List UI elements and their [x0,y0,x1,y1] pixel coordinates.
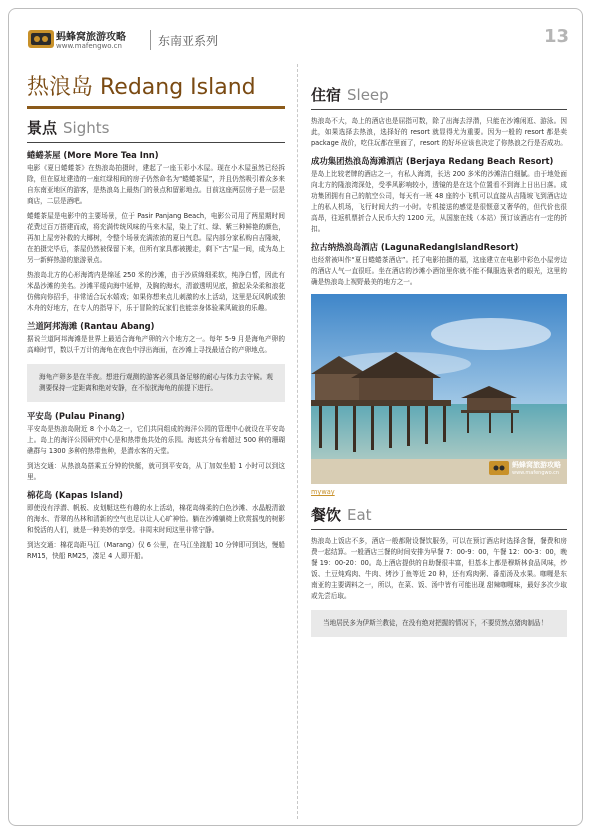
section-rule [311,529,567,530]
tip-text: 当地居民多为伊斯兰教徒，在没有绝对把握的情况下，不要贸然点猪肉制品！ [323,619,548,627]
resort-photo [311,294,567,484]
hotel-heading: 成功集团热浪岛海滩酒店 (Berjaya Redang Beach Resort) [311,156,554,166]
section-title-cn: 景点 [27,119,58,137]
mafengwo-logo-icon [489,460,509,476]
eat-text: 热浪岛上饭店不多，酒店一般都附设餐饮服务，可以在预订酒店时选择含餐，餐费和房费一起结算。一般酒店三餐的时间安排为早餐 7：00-9：00，午餐 12：00-3：00，晚餐 19：00-20：00。岛上酒店提供的自助餐很丰富，但基本上都是穆斯林食品风味，炒饭、土豆炖鸡肉、牛肉、烤沙丁鱼等近 20 种，还有鸡肉粥、番茄汤及水果。咖喱是东南亚的主要调料之一，所以，在菜、饭、汤中皆有可能出现 甜辣咖喱味，最好多次少取或先尝后取。 [311,537,567,600]
page-number: 13 [543,26,569,47]
item-paragraph: 据说兰道阿邦海滩是世界上最适合海龟产卵的六个地方之一。每年 5-9 月是海龟产卵的高峰时节，数以千万计的海龟在夜色中浮出海面，在沙滩上寻找最适合的产卵地点。 [27,335,285,354]
section-title-en: Sleep [347,86,389,104]
section-eat [311,504,567,525]
watermark-url: www.mafengwo.cn [512,470,560,476]
section-rule [311,109,567,110]
resort-photo-illustration [311,294,567,484]
item-heading: 平安岛 (Pulau Pinang) [27,411,125,421]
hotel-description: 也经常被叫作“夏日蜷蜷茶酒店”。托了电影拍摄的福，这座建立在电影中彩色小屋旁边的酒店人气一直很旺。坐在酒店的沙滩小酒馆里你就不能不佩服选景者的眼光，这里的确是热浪岛上视野最美的地方之一。 [311,256,567,286]
tip-box [311,610,567,637]
item-paragraph: 电影《夏日蜷蜷茶》在热浪岛拍摄时，建起了一座玉彩小木屋。现在小木屋虽然已经拆除，但在原址建造的一座红绿相间的房子仍然命名为“蜷蜷茶屋”，并且仍然吸引着众多来自东南亚地区的游客，是热浪岛上最热门的景点和留影地点。目前这座两层房子是一层是商店，二层是酒吧。 [27,164,285,205]
page-title: 热浪岛 Redang Island [27,75,256,100]
section-title-en: Eat [347,506,372,524]
item-heading: 棉花岛 (Kapas Island) [27,490,123,500]
tip-text: 海龟产卵多是在半夜。想进行观测的游客必须具备足够的耐心与体力去守候。观测要保持一定距离和绝对安静，在不惊扰海龟的前提下进行。 [39,373,273,392]
section-title-cn: 住宿 [311,86,342,104]
item-paragraph: 到达交通：从热浪岛搭乘五分钟的快艇，就可到平安岛，从丁加奴坐船 1 小时可以到这里。 [27,462,285,481]
section-rule [27,142,285,143]
item-heading: 兰道阿邦海滩 (Rantau Abang) [27,321,155,331]
item-paragraph: 平安岛是热浪岛附近 8 个小岛之一，它们共同组成的海洋公园的管理中心就设在平安岛上。岛上的海洋公园研究中心是和热带鱼共处的乐园。海底共分布着超过 500 种的珊瑚礁群与 1300 多种的热带鱼种，是潜水客的天堂。 [27,425,285,455]
section-sleep [311,84,567,105]
item-paragraph: 蜷蜷茶屋是电影中的主要场景，位于 Pasir Panjang Beach，电影公司用了两星期时间花费过百万搭建而成，将充满传统风味的马来木屋，染上了红、绿、紫三种鲜艳的颜色，再加上屋旁补救的大椰树，令整个场景充满浓浓的夏日气息。屋内部分家私购自吉隆坡，在拍摄完毕后，茶屋仍然被保留下来，但所有家具都被搬走，剩下“古”屋一间，成为岛上另一新鲜热游的旅游景点。 [27,212,285,264]
item-paragraph: 到达交通：棉花岛距马江（Marang）仅 6 公里，在马江坐渡船 10 分钟即可到达，慢船 RM15，快船 RM25，凑足 4 人即开船。 [27,541,285,560]
page-header [22,22,577,58]
item-paragraph: 热浪岛北方的心形海湾内是绵延 250 米的沙滩，由于沙质绵细柔软，纯净白皙，因此有米晶沙滩的美名。沙滩平缓向海中延伸，及胸的海水，清澈透明见底，掀起朵朵柔和浪花仿佛向你招手，非常适合玩水嬉戏；如果你想来点儿刺激的水上活动，这里是玩风帆或独木舟的好地方，在专人的指导下，乐于冒险的玩家们也能亲身体验乘风破浪的乐趣。 [27,271,285,312]
header-separator [150,30,151,50]
sleep-intro: 热浪岛不大，岛上的酒店也是屈指可数，除了出海去浮潜，只能在沙滩闲逛、游泳。因此，如果选择去热浪，选择好的 resort 就显得尤为重要。因为一般的 resort 都是卖 package 战价，吃住玩都在里面了，resort 的好坏应该也决定了你热浪之行是否成功。 [311,117,567,147]
item-paragraph: 即使没有浮潜、帆板、皮划艇这些有趣的水上活动，棉花岛绵柔的白色沙滩、水晶般清澈的海水、青翠的丛林和清新的空气也足以让人心旷神怡。躺在沙滩躺椅上欣赏摇曳的树影和悦活的人们，就是一种美妙的享受。非周末时间这里非常宁静。 [27,504,285,534]
mafengwo-logo-icon [28,28,54,50]
column-divider [297,64,298,819]
tip-box [27,364,285,402]
title-rule [27,106,285,109]
right-column [311,84,567,645]
section-title-en: Sights [63,119,110,137]
photo-credit-link[interactable]: myway [311,488,335,496]
left-column [27,74,285,566]
section-sights [27,117,285,138]
logo-url: www.mafengwo.cn [56,42,122,50]
series-title: 东南亚系列 [158,34,219,48]
photo-watermark [489,460,561,476]
section-title-cn: 餐饮 [311,506,342,524]
logo-text: 蚂蜂窝旅游攻略 [56,32,126,43]
hotel-heading: 拉古纳热浪岛酒店 (LagunaRedangIslandResort) [311,242,519,252]
item-heading: 蜷蜷茶屋 (More More Tea Inn) [27,150,159,160]
watermark-text: 蚂蜂窝旅游攻略 [512,461,561,469]
hotel-description: 是岛上比较老牌的酒店之一，有私人海湾，长达 200 多米的沙滩洁白细腻。由于地处面向北方的隆浪湾深处，受季风影响较小，透镜的是在这个位置看不到海上日出日落。成功集团拥有自己的航空公司，每天有一班 48 座的小飞机可以直接从吉隆坡飞到酒店边上的私人机场，飞行时间大约一小时。专机接送的感觉是很惬意又奢华的，但代价也很高昂，往返机票折合人民币大约 1200 元，从国旅在线（本站）预订该酒店有一定的折扣。 [311,170,567,233]
